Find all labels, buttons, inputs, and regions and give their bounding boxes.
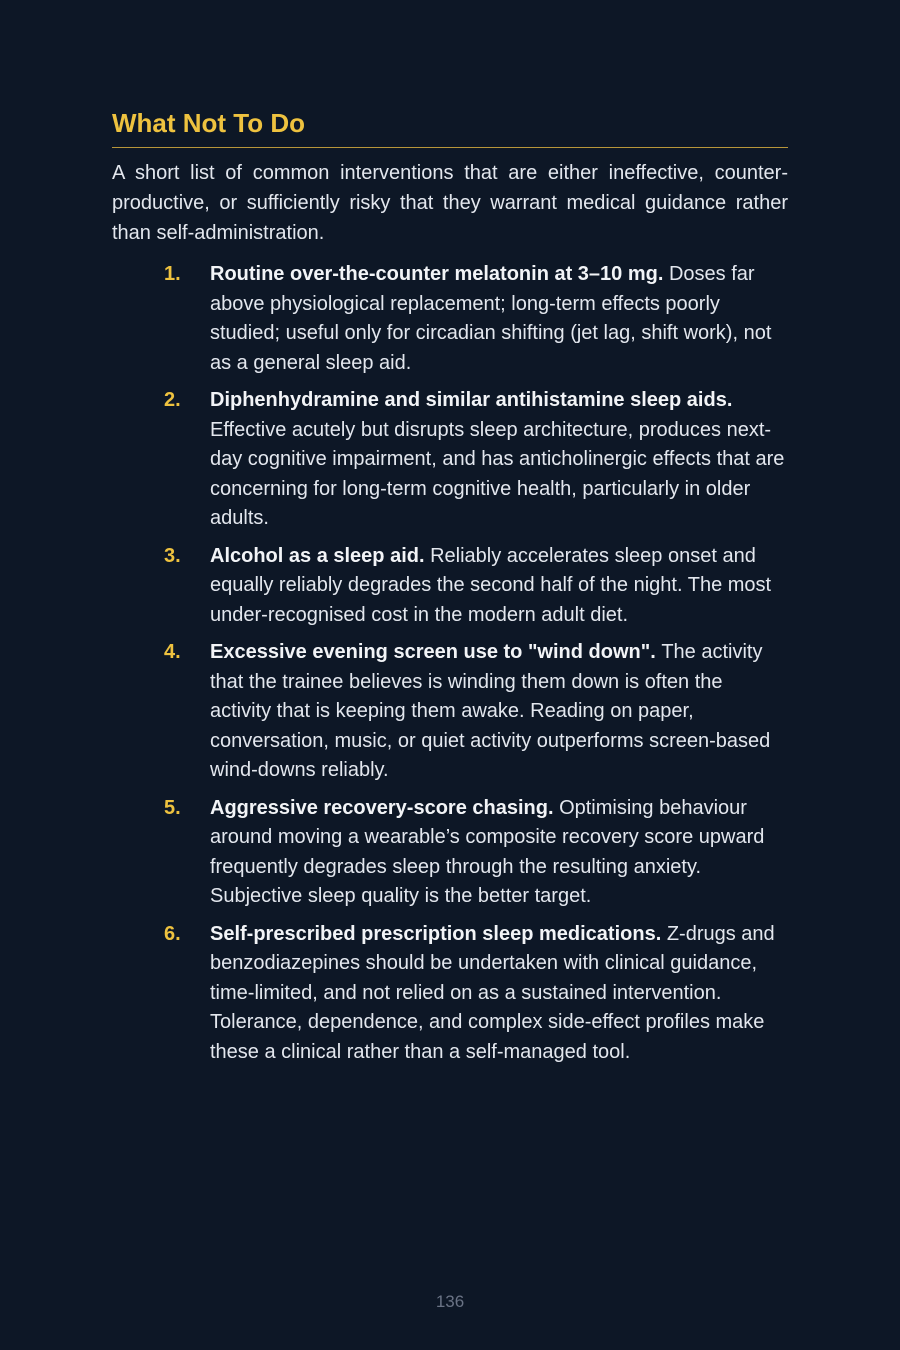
list-item: [112, 638, 788, 786]
item-number: 1.: [164, 263, 181, 286]
item-lead: Excessive evening screen use to "wind down".: [210, 641, 662, 664]
list-item: [112, 794, 788, 912]
section-heading: What Not To Do: [112, 108, 788, 148]
item-lead: Aggressive recovery-score chasing.: [210, 796, 560, 819]
list-item: [112, 542, 788, 631]
item-number: 4.: [164, 641, 181, 664]
item-number: 6.: [164, 922, 181, 945]
page-content: [112, 108, 788, 1075]
item-number: 3.: [164, 544, 181, 567]
item-body: Reliably accelerates sleep onset and equally reliably degrades the second half of the night. The most under-recognised cost in the modern adult diet.: [210, 544, 772, 626]
item-body: Z-drugs and benzodiazepines should be undertaken with clinical guidance, time-limited, and not relied on as a sustained intervention. Tolerance, dependence, and complex side-effect profiles make these a clinical rather than a self-managed tool.: [210, 922, 775, 1063]
item-body: Effective acutely but disrupts sleep architecture, produces next-day cognitive impairment, and has anticholinergic effects that are concerning for long-term cognitive health, particularly in older adults.: [210, 418, 785, 530]
page-number: 136: [435, 1292, 465, 1311]
item-body: Doses far above physiological replacement; long-term effects poorly studied; useful only for circadian shifting (jet lag, shift work), not as a general sleep aid.: [210, 263, 772, 374]
intro-paragraph: A short list of common interventions that are either ineffective, counter-productive, or sufficiently risky that they warrant medical guidance rather than self-administration.: [112, 162, 788, 245]
item-number: 5.: [164, 796, 181, 819]
item-lead: Routine over-the-counter melatonin at 3–10 mg.: [210, 263, 669, 286]
numbered-list: [112, 260, 788, 1067]
item-body: Optimising behaviour around moving a wearable’s composite recovery score upward frequently degrades sleep through the resulting anxiety. Subjective sleep quality is the better target.: [210, 796, 765, 908]
item-lead: Alcohol as a sleep aid.: [210, 544, 431, 567]
list-item: [112, 386, 788, 534]
item-lead: Diphenhydramine and similar antihistamine sleep aids.: [210, 389, 733, 412]
item-lead: Self-prescribed prescription sleep medications.: [210, 922, 667, 945]
list-item: [112, 260, 788, 378]
list-item: [112, 920, 788, 1068]
item-number: 2.: [164, 389, 181, 412]
item-body: The activity that the trainee believes is winding them down is often the activity that is keeping them awake. Reading on paper, conversation, music, or quiet activity outperforms screen-based wind-downs reliably.: [210, 641, 771, 782]
